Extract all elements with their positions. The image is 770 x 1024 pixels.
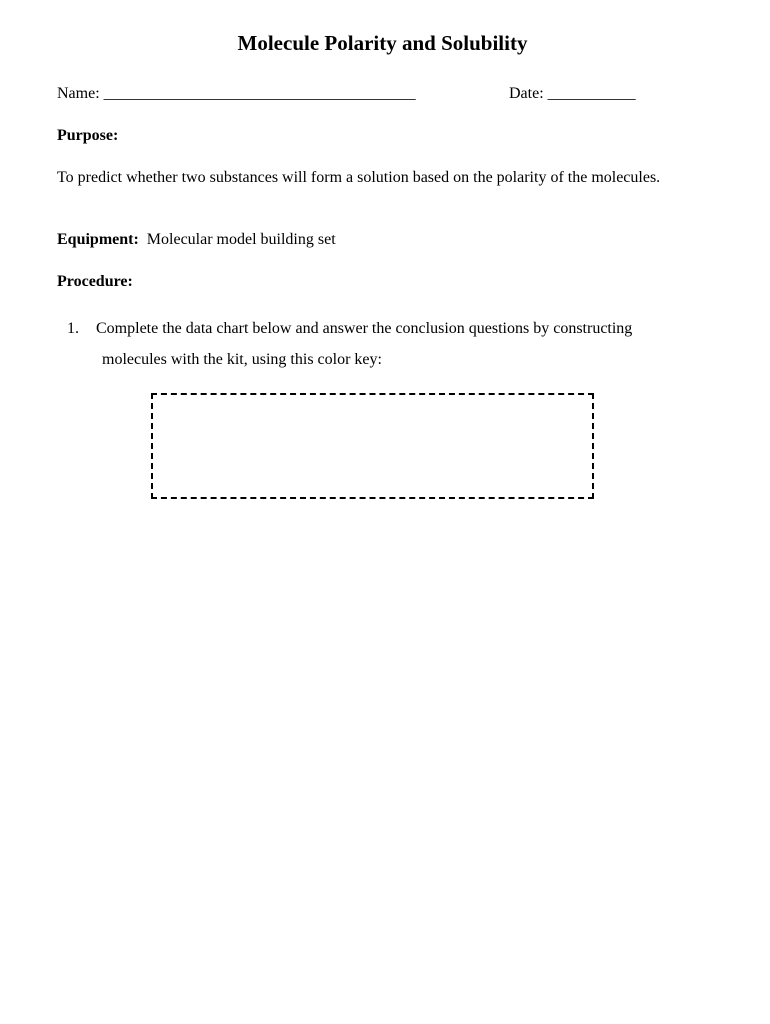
equipment-heading: Equipment:: [57, 231, 139, 248]
procedure-step: [67, 313, 707, 375]
step-text-line-1: Complete the data chart below and answer the conclusion questions by constructing: [96, 320, 633, 337]
purpose-text: To predict whether two substances will form a solution based on the polarity of the molecules.: [57, 169, 661, 186]
equipment-text: Molecular model building set: [146, 231, 336, 248]
step-number: 1.: [67, 320, 79, 337]
date-field: Date: ___________: [509, 85, 636, 102]
color-key-box: [151, 393, 594, 499]
step-text-line-2: molecules with the kit, using this color key:: [102, 351, 382, 368]
page-title: Molecule Polarity and Solubility: [237, 31, 528, 55]
procedure-heading: Procedure:: [57, 273, 133, 290]
equipment-row: [57, 230, 336, 250]
step-text: [67, 313, 707, 375]
name-field: Name: _______________________________________: [57, 85, 416, 102]
purpose-heading: Purpose:: [57, 127, 119, 144]
